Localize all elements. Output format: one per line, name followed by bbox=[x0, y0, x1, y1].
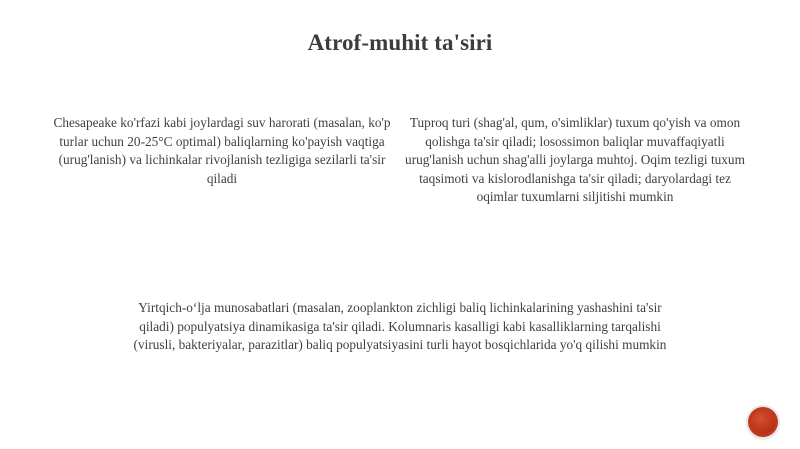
circle-button-icon bbox=[751, 410, 775, 434]
bottom-text-block: Yirtqich-o‘lja munosabatlari (masalan, zooplankton zichligi baliq lichinkalarining yashashini ta'sir qiladi) populyatsiya dinamikasiga ta'sir qiladi. Kolumnaris kasalligi kabi kasalliklarning tarqalishi (virusli, bakteriyalar, parazitlar) baliq populyatsiyasini turli hayot bosqichlarida yo'q qilishi mumkin bbox=[133, 300, 667, 352]
slide-title: Atrof-muhit ta'siri bbox=[307, 30, 493, 55]
left-text-block: Chesapeake ko'rfazi kabi joylardagi suv harorati (masalan, ko'p turlar uchun 20-25°C optimal) baliqlarning ko'payish vaqtiga (urug'lanish) va lichinkalar rivojlanish tezligiga sezilarli ta'sir qiladi bbox=[53, 115, 391, 186]
right-text-block: Tuproq turi (shag'al, qum, o'simliklar) tuxum qo'yish va omon qolishga ta'sir qiladi; losossimon baliqlar muvaffaqiyatli urug'lanish uchun shag'alli joylarga muhtoj. Oqim tezligi tuxum taqsimoti va kislorodlanishga ta'sir qiladi; daryolardagi tez oqimlar tuxumlarni siljitishi mumkin bbox=[405, 115, 745, 204]
next-slide-button[interactable] bbox=[748, 407, 778, 437]
